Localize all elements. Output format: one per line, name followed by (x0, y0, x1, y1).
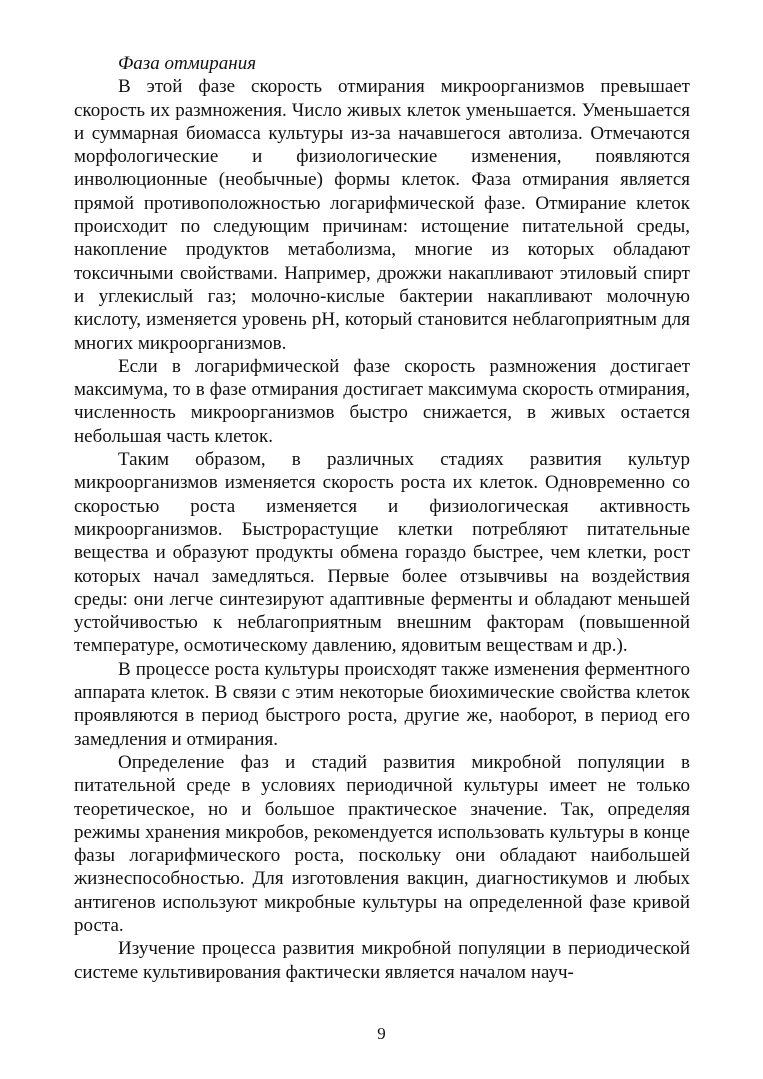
section-heading: Фаза отмирания (118, 53, 257, 74)
paragraph-growth-rate: Таким образом, в различных стадиях развития культур микроорганизмов изменяется скорость роста их клеток. Одновременно со скоростью роста изменяется и физиологическая активность микроорганизмов. Быстрорастущие клетки потребляют питательные вещества и образуют продукты обмена гораздо быстрее, чем клетки, рост которых начал замедляться. Первые более отзывчивы на воздействия среды: они легче синтезируют адаптивные ферменты и обладают меньшей устойчивостью к неблагоприятным внешним факторам (повышенной температуре, осмотическому давлению, ядовитым веществам и др.). (74, 449, 690, 657)
paragraph-enzyme-changes: В процессе роста культуры происходят также изменения ферментного аппарата клеток. В связи с этим некоторые биохимические свойства клеток проявляются в период быстрого роста, другие же, наоборот, в период его замедления и отмирания. (74, 658, 690, 750)
page-body (74, 52, 690, 984)
paragraph-practical-significance: Определение фаз и стадий развития микробной популяции в питательной среде в условиях периодичной культуры имеет не только теоретическое, но и большое практическое значение. Так, определяя режимы хранения микробов, рекомендуется использовать культуры в конце фазы логарифмического роста, поскольку они обладают наибольшей жизнеспособностью. Для изготовления вакцин, диагностикумов и любых антигенов используют микробные культуры на определенной фазе кривой роста. (74, 751, 690, 936)
paragraph-study-continuation: Изучение процесса развития микробной популяции в периодической системе культивирования фактически является началом науч- (74, 938, 690, 983)
paragraph-death-phase: В этой фазе скорость отмирания микроорганизмов превышает скорость их размножения. Число живых клеток уменьшается. Уменьшается и суммарная биомасса культуры из-за начавшегося автолиза. Отмечаются морфологические и физиологические изменения, появляются инволюционные (необычные) формы клеток. Фаза отмирания является прямой противоположностью логарифмической фазе. Отмирание клеток происходит по следующим причинам: истощение питательной среды, накопление продуктов метаболизма, многие из которых обладают токсичными свойствами. Например, дрожжи накапливают этиловый спирт и углекислый газ; молочно-кислые бактерии накапливают молочную кислоту, изменяется уровень рН, который становится неблагоприятным для многих микроорганизмов. (74, 76, 690, 354)
paragraph-log-phase-comparison: Если в логарифмической фазе скорость размножения достигает максимума, то в фазе отмирания достигает максимума скорость отмирания, численность микроорганизмов быстро снижается, в живых остается небольшая часть клеток. (74, 355, 690, 447)
page-number: 9 (377, 1024, 386, 1043)
